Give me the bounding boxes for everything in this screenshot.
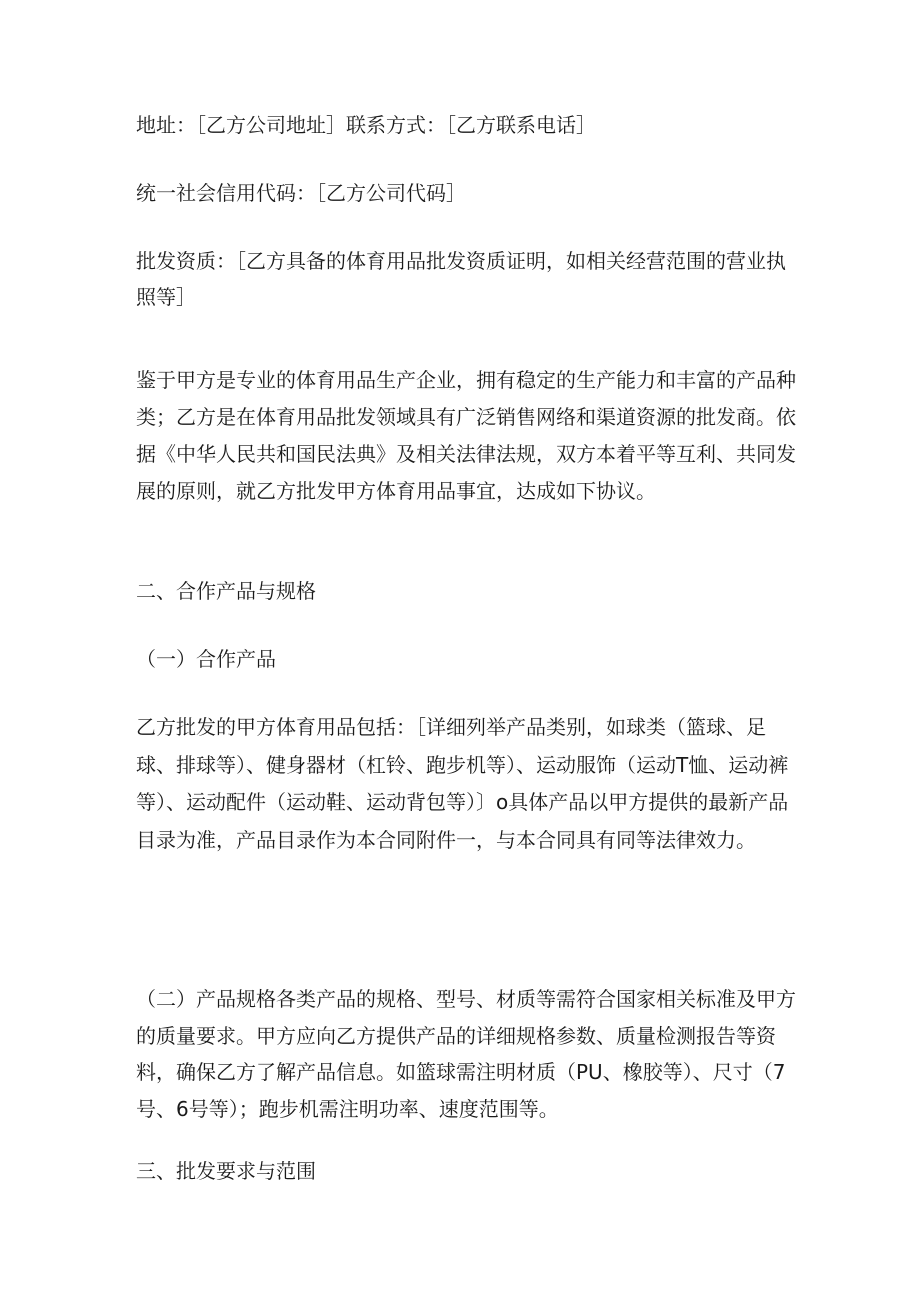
- specs-paragraph: （二）产品规格各类产品的规格、型号、材质等需符合国家相关标准及甲方的质量要求。甲方应向乙方提供产品的详细规格参数、质量检测报告等资料，确保乙方了解产品信息。如篮球需注明材质（PU、橡胶等）、尺寸（7号、6号等）；跑步机需注明功率、速度范围等。: [136, 987, 796, 1121]
- subsection-1-heading: （一）合作产品: [136, 647, 276, 671]
- section-3-heading: 三、批发要求与范围: [136, 1159, 316, 1183]
- wholesale-license-line: 批发资质：［乙方具备的体育用品批发资质证明，如相关经营范围的营业执照等］: [136, 249, 786, 309]
- preamble-paragraph: 鉴于甲方是专业的体育用品生产企业，拥有稳定的生产能力和丰富的产品种类；乙方是在体育用品批发领域具有广泛销售网络和渠道资源的批发商。依据《中华人民共和国民法典》及相关法律法规，双方本着平等互利、共同发展的原则，就乙方批发甲方体育用品事宜，达成如下协议。: [136, 368, 796, 503]
- credit-code-line: 统一社会信用代码：［乙方公司代码］: [136, 181, 466, 205]
- section-2-heading: 二、合作产品与规格: [136, 579, 316, 603]
- address-contact-line: 地址：［乙方公司地址］联系方式：［乙方联系电话］: [136, 113, 596, 137]
- products-paragraph: 乙方批发的甲方体育用品包括：［详细列举产品类别，如球类（篮球、足球、排球等）、健身器材（杠铃、跑步机等）、运动服饰（运动T恤、运动裤等）、运动配件（运动鞋、运动背包等）〕o具体产品以甲方提供的最新产品目录为准，产品目录作为本合同附件一，与本合同具有同等法律效力。: [136, 715, 789, 852]
